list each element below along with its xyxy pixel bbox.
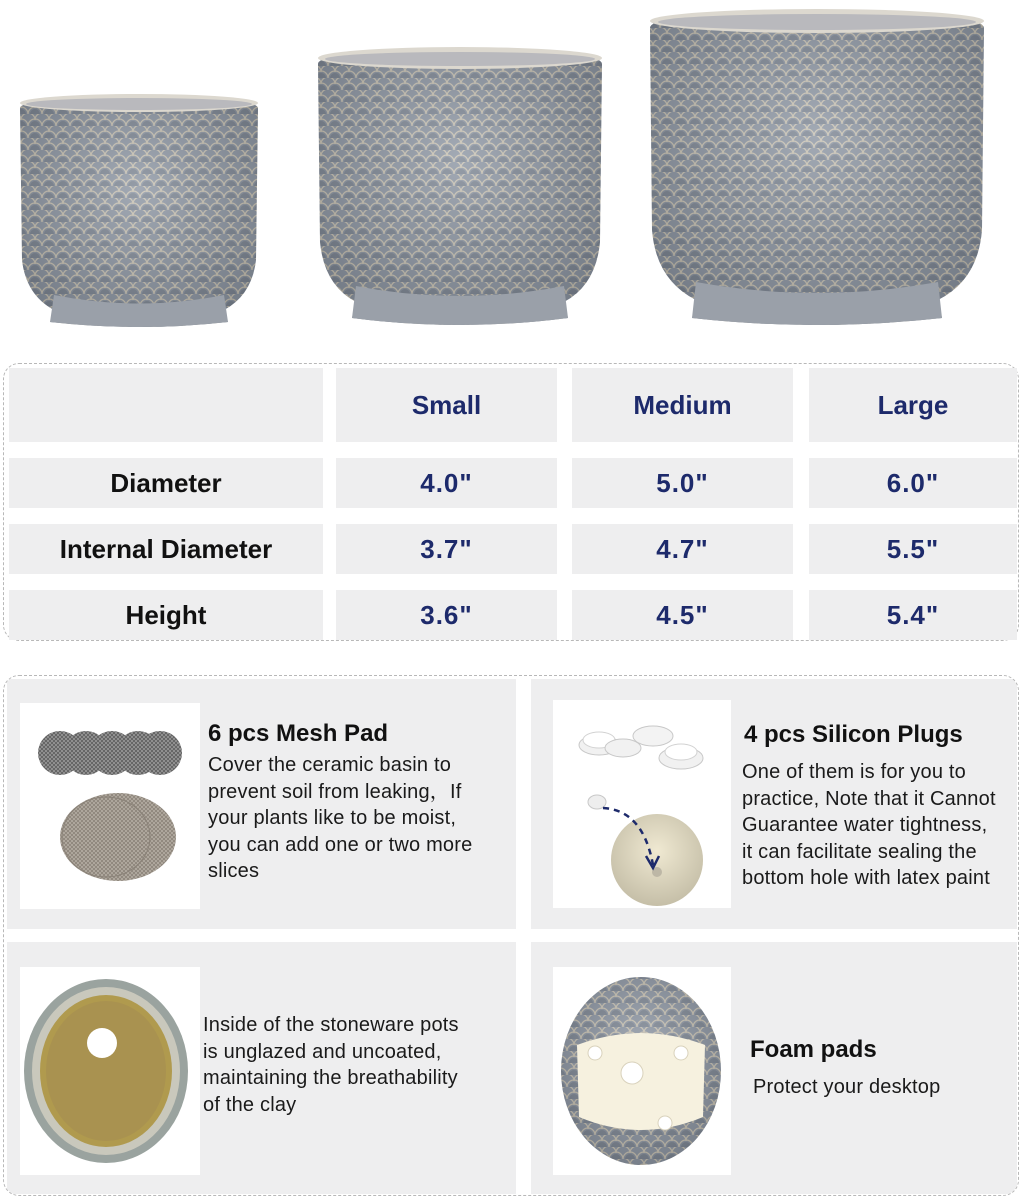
inside-line-4: of the clay bbox=[203, 1093, 297, 1116]
plugs-line-3: Guarantee water tightness, bbox=[742, 814, 988, 836]
inside-line-3: maintaining the breathability bbox=[203, 1067, 458, 1089]
row-label-height: Height bbox=[9, 590, 323, 640]
table-corner-cell bbox=[9, 368, 323, 442]
mesh-pad-photo bbox=[20, 703, 200, 909]
mesh-line-2: prevent soil from leaking，If bbox=[208, 780, 462, 803]
foam-pads-photo bbox=[553, 967, 731, 1175]
pot-interior-photo bbox=[20, 967, 200, 1175]
mesh-line-3: your plants like to be moist, bbox=[208, 807, 457, 829]
height-small: 3.6" bbox=[336, 590, 557, 640]
plugs-line-1: One of them is for you to bbox=[742, 761, 966, 783]
header-small: Small bbox=[336, 368, 557, 442]
height-large: 5.4" bbox=[809, 590, 1017, 640]
diameter-large: 6.0" bbox=[809, 458, 1017, 508]
header-large: Large bbox=[809, 368, 1017, 442]
silicon-plugs-description bbox=[742, 759, 1017, 892]
foam-pads-title: Foam pads bbox=[750, 1036, 877, 1063]
mesh-line-1: Cover the ceramic basin to bbox=[208, 754, 452, 776]
medium-pot-image bbox=[314, 42, 606, 334]
plugs-line-2: practice, Note that it Cannot bbox=[742, 787, 996, 810]
interior-description bbox=[203, 1012, 515, 1118]
mesh-line-5: slices bbox=[208, 860, 260, 882]
size-table bbox=[3, 363, 1019, 641]
inside-line-2: is unglazed and uncoated, bbox=[203, 1040, 442, 1063]
row-label-diameter: Diameter bbox=[9, 458, 323, 508]
header-medium: Medium bbox=[572, 368, 793, 442]
silicon-plugs-photo bbox=[553, 700, 731, 908]
internal-diameter-small: 3.7" bbox=[336, 524, 557, 574]
mesh-pad-title: 6 pcs Mesh Pad bbox=[208, 720, 389, 747]
internal-diameter-medium: 4.7" bbox=[572, 524, 793, 574]
silicon-plugs-title: 4 pcs Silicon Plugs bbox=[744, 721, 963, 748]
diameter-medium: 5.0" bbox=[572, 458, 793, 508]
large-pot-image bbox=[646, 4, 988, 334]
accessories-panel bbox=[3, 675, 1019, 1196]
plugs-line-5: bottom hole with latex paint bbox=[742, 867, 990, 889]
internal-diameter-large: 5.5" bbox=[809, 524, 1017, 574]
height-medium: 4.5" bbox=[572, 590, 793, 640]
inside-line-1: Inside of the stoneware pots bbox=[203, 1014, 459, 1036]
mesh-line-4: you can add one or two more bbox=[208, 833, 473, 856]
plugs-line-4: it can facilitate sealing the bbox=[742, 840, 977, 863]
diameter-small: 4.0" bbox=[336, 458, 557, 508]
foam-pads-description bbox=[753, 1074, 1013, 1101]
small-pot-image bbox=[14, 90, 264, 335]
mesh-pad-description bbox=[208, 752, 508, 885]
foam-line-1: Protect your desktop bbox=[753, 1076, 941, 1098]
row-label-internal-diameter: Internal Diameter bbox=[9, 524, 323, 574]
